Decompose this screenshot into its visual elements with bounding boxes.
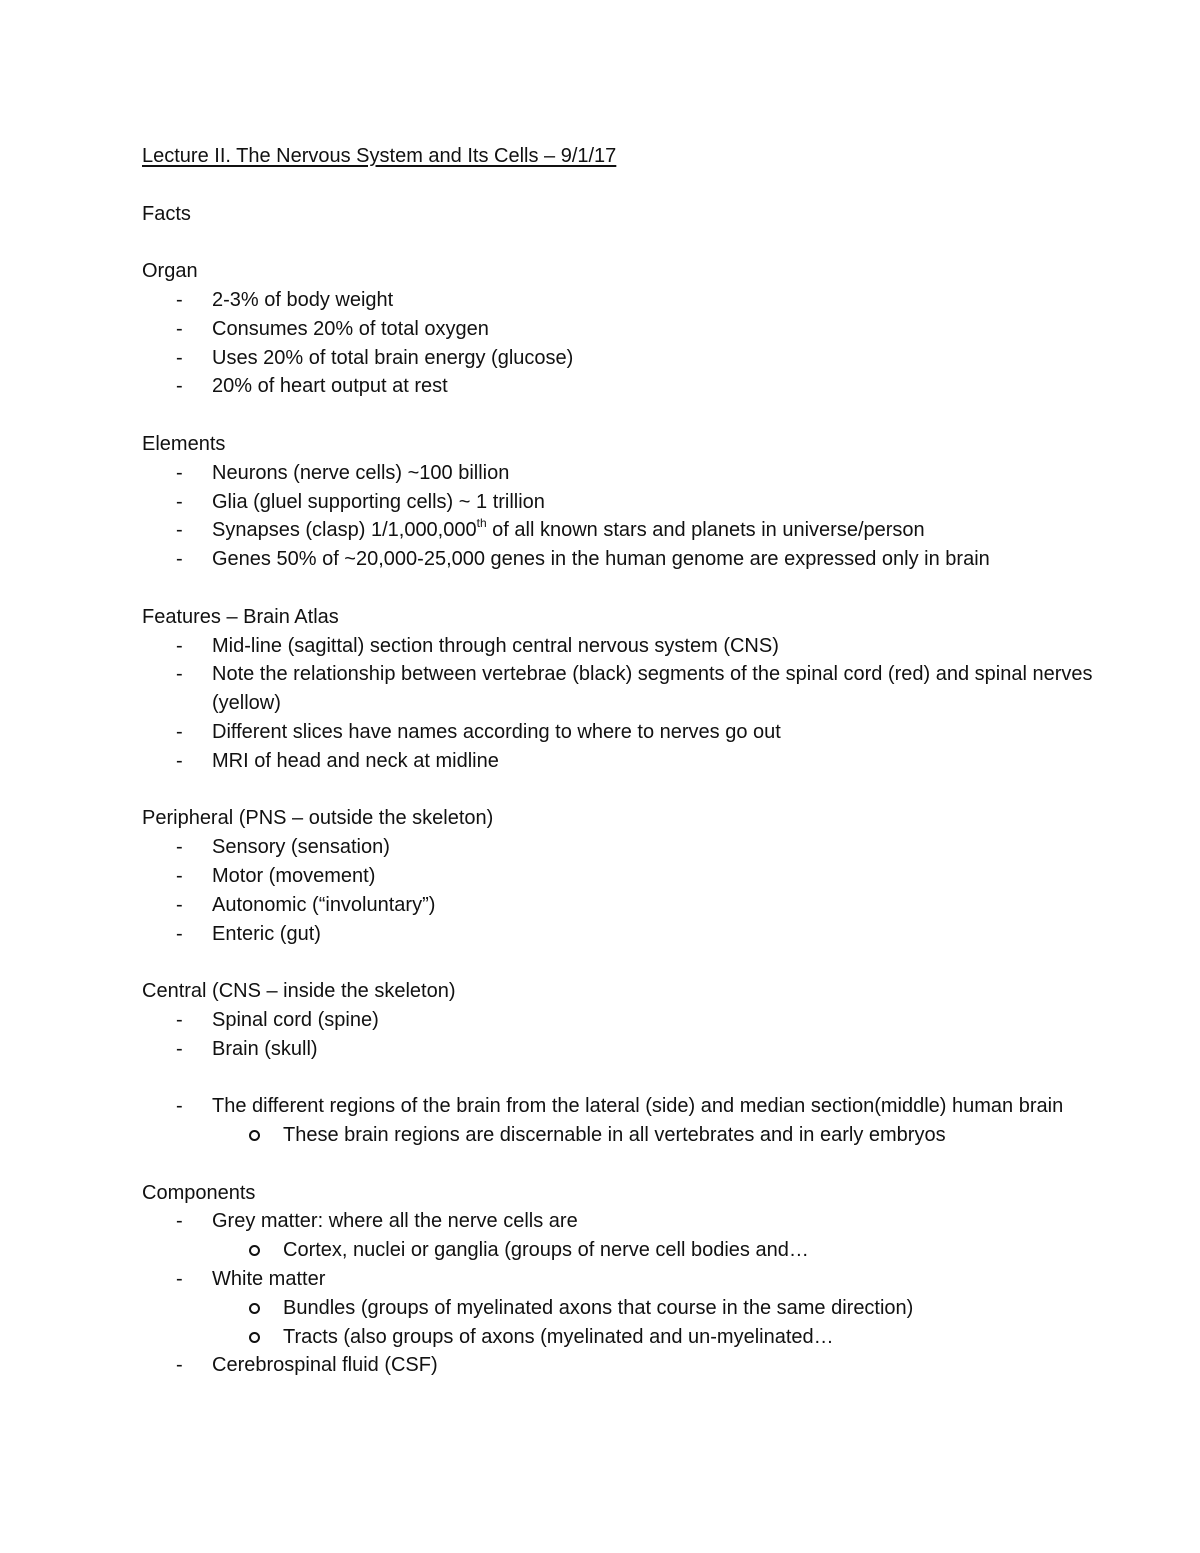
central-heading: Central (CNS – inside the skeleton) [142, 980, 456, 1003]
dash-marker: - [176, 519, 183, 542]
dash-marker: - [176, 1095, 183, 1118]
list-item: - Different slices have names according to where to nerves go out [142, 718, 1102, 747]
features-heading: Features – Brain Atlas [142, 605, 339, 628]
sub-list-item: Cortex, nuclei or ganglia (groups of nerve cell bodies and… [212, 1236, 1102, 1265]
dash-marker: - [176, 288, 183, 311]
dash-marker: - [176, 346, 183, 369]
list-item: - Grey matter: where all the nerve cells are Cortex, nuclei or ganglia (groups of nerve cell bodies and… [142, 1207, 1102, 1265]
features-list [142, 632, 1102, 776]
facts-heading: Facts [142, 202, 191, 225]
elements-list [142, 459, 1102, 574]
sub-list-item: Bundles (groups of myelinated axons that course in the same direction) [212, 1294, 1102, 1323]
list-item: - 2-3% of body weight [142, 286, 1102, 315]
dash-marker: - [176, 490, 183, 513]
list-item: - Autonomic (“involuntary”) [142, 891, 1102, 920]
dash-marker: - [176, 1354, 183, 1377]
list-item: - Mid-line (sagittal) section through central nervous system (CNS) [142, 632, 1102, 661]
list-item: - 20% of heart output at rest [142, 372, 1102, 401]
document-body [142, 142, 1102, 1380]
list-item: - Glia (gluel supporting cells) ~ 1 trillion [142, 488, 1102, 517]
dash-marker: - [176, 836, 183, 859]
components-list [142, 1207, 1102, 1380]
dash-marker: - [176, 720, 183, 743]
elements-heading: Elements [142, 432, 226, 455]
dash-marker: - [176, 922, 183, 945]
dash-marker: - [176, 461, 183, 484]
circle-bullet-icon [249, 1245, 260, 1256]
dash-marker: - [176, 1210, 183, 1233]
organ-heading: Organ [142, 260, 198, 283]
peripheral-list [142, 833, 1102, 948]
sub-list [212, 1236, 1102, 1265]
components-heading: Components [142, 1181, 256, 1204]
sub-list [212, 1121, 1102, 1150]
list-item: - Spinal cord (spine) [142, 1006, 1102, 1035]
sub-list-item: These brain regions are discernable in all vertebrates and in early embryos [212, 1121, 1102, 1150]
central-list [142, 1006, 1102, 1064]
list-item: - Cerebrospinal fluid (CSF) [142, 1351, 1102, 1380]
dash-marker: - [176, 375, 183, 398]
list-item: - Uses 20% of total brain energy (glucose) [142, 344, 1102, 373]
list-item: - Note the relationship between vertebrae (black) segments of the spinal cord (red) and spinal nerves (yellow) [142, 660, 1102, 718]
circle-bullet-icon [249, 1303, 260, 1314]
dash-marker: - [176, 1008, 183, 1031]
list-item: - Neurons (nerve cells) ~100 billion [142, 459, 1102, 488]
list-item: - Sensory (sensation) [142, 833, 1102, 862]
sub-list [212, 1294, 1102, 1352]
list-item: - The different regions of the brain from the lateral (side) and median section(middle) human brain These brain regions are discernable in all vertebrates and in early embryos [142, 1092, 1102, 1150]
list-item: - Motor (movement) [142, 862, 1102, 891]
sub-list-item: Tracts (also groups of axons (myelinated and un-myelinated… [212, 1323, 1102, 1352]
organ-list [142, 286, 1102, 401]
dash-marker: - [176, 548, 183, 571]
list-item: - Genes 50% of ~20,000-25,000 genes in the human genome are expressed only in brain [142, 545, 1102, 574]
dash-marker: - [176, 1037, 183, 1060]
lecture-title: Lecture II. The Nervous System and Its Cells – 9/1/17 [142, 145, 617, 167]
peripheral-heading: Peripheral (PNS – outside the skeleton) [142, 807, 494, 830]
list-item: - White matter Bundles (groups of myelinated axons that course in the same direction) Tracts (also groups of axons (myelinated and un-myelinated… [142, 1265, 1102, 1351]
central-regions-list [142, 1092, 1102, 1150]
dash-marker: - [176, 749, 183, 772]
dash-marker: - [176, 864, 183, 887]
dash-marker: - [176, 663, 183, 686]
list-item: - MRI of head and neck at midline [142, 747, 1102, 776]
circle-bullet-icon [249, 1332, 260, 1343]
dash-marker: - [176, 893, 183, 916]
dash-marker: - [176, 634, 183, 657]
dash-marker: - [176, 317, 183, 340]
list-item: - Consumes 20% of total oxygen [142, 315, 1102, 344]
list-item: - Enteric (gut) [142, 920, 1102, 949]
list-item: - Synapses (clasp) 1/1,000,000th of all known stars and planets in universe/person [142, 516, 1102, 545]
circle-bullet-icon [249, 1130, 260, 1141]
superscript-th: th [476, 515, 487, 530]
dash-marker: - [176, 1268, 183, 1291]
list-item: - Brain (skull) [142, 1035, 1102, 1064]
